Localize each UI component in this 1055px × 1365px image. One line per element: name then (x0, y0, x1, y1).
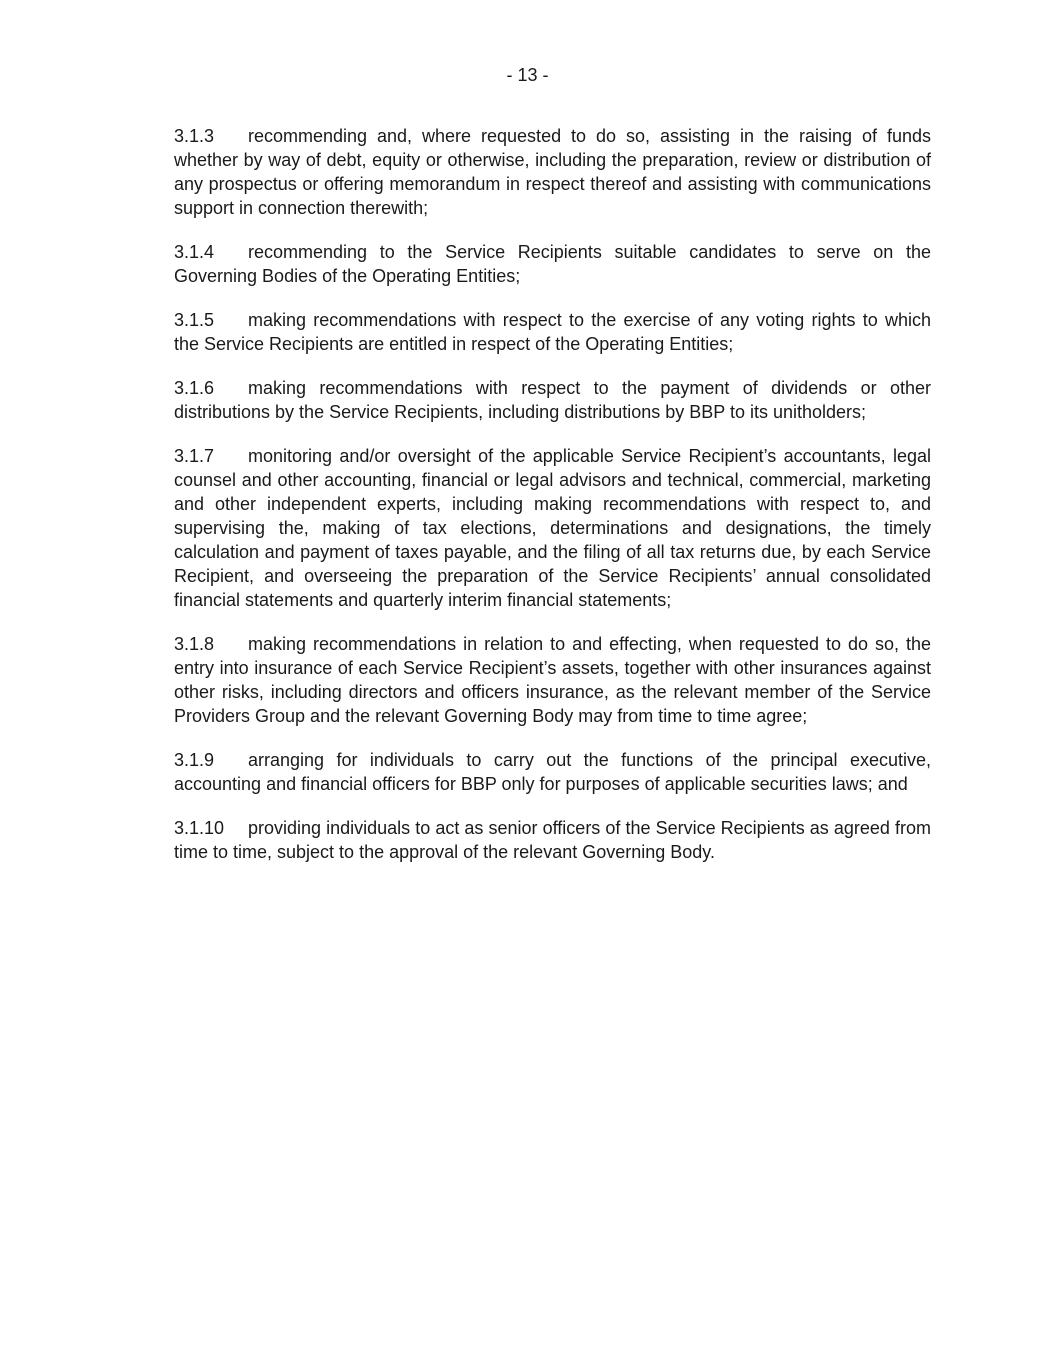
clause-number: 3.1.8 (174, 634, 215, 654)
clause-number: 3.1.5 (174, 310, 215, 330)
clause-text: recommending and, where requested to do so, assisting in the raising of funds whether by way of debt, equity or otherwise, including the preparation, review or distribution of any prospectus or offering memorandum in respect thereof and assisting with communications support in connection therewith; (174, 126, 931, 218)
clause-text: providing individuals to act as senior officers of the Service Recipients as agreed from time to time, subject to the approval of the relevant Governing Body. (174, 818, 931, 862)
clause-number: 3.1.3 (174, 126, 215, 146)
clause-text: recommending to the Service Recipients suitable candidates to serve on the Governing Bodies of the Operating Entities; (174, 242, 931, 286)
clause-text: monitoring and/or oversight of the applicable Service Recipient’s accountants, legal counsel and other accounting, financial or legal advisors and technical, commercial, marketing and other independent experts, including making recommendations with respect to, and supervising the, making of tax elections, determinations and designations, the timely calculation and payment of taxes payable, and the filing of all tax returns due, by each Service Recipient, and overseeing the preparation of the Service Recipients’ annual consolidated financial statements and quarterly interim financial statements; (174, 446, 931, 610)
clause-3-1-3 (174, 124, 931, 220)
clause-3-1-6 (174, 376, 931, 424)
clause-number: 3.1.7 (174, 446, 215, 466)
document-body (174, 124, 931, 884)
clause-3-1-7 (174, 444, 931, 612)
clause-3-1-5 (174, 308, 931, 356)
clause-3-1-10 (174, 816, 931, 864)
clause-number: 3.1.10 (174, 818, 225, 838)
clause-3-1-4 (174, 240, 931, 288)
clause-number: 3.1.9 (174, 750, 215, 770)
clause-number: 3.1.6 (174, 378, 215, 398)
clause-text: arranging for individuals to carry out the functions of the principal executive, accounting and financial officers for BBP only for purposes of applicable securities laws; and (174, 750, 931, 794)
page-number: - 13 - (506, 65, 549, 85)
clause-text: making recommendations with respect to the payment of dividends or other distributions by the Service Recipients, including distributions by BBP to its unitholders; (174, 378, 931, 422)
clause-text: making recommendations in relation to and effecting, when requested to do so, the entry into insurance of each Service Recipient’s assets, together with other insurances against other risks, including directors and officers insurance, as the relevant member of the Service Providers Group and the relevant Governing Body may from time to time agree; (174, 634, 931, 726)
clause-number: 3.1.4 (174, 242, 215, 262)
clause-3-1-8 (174, 632, 931, 728)
clause-text: making recommendations with respect to the exercise of any voting rights to which the Service Recipients are entitled in respect of the Operating Entities; (174, 310, 931, 354)
clause-3-1-9 (174, 748, 931, 796)
